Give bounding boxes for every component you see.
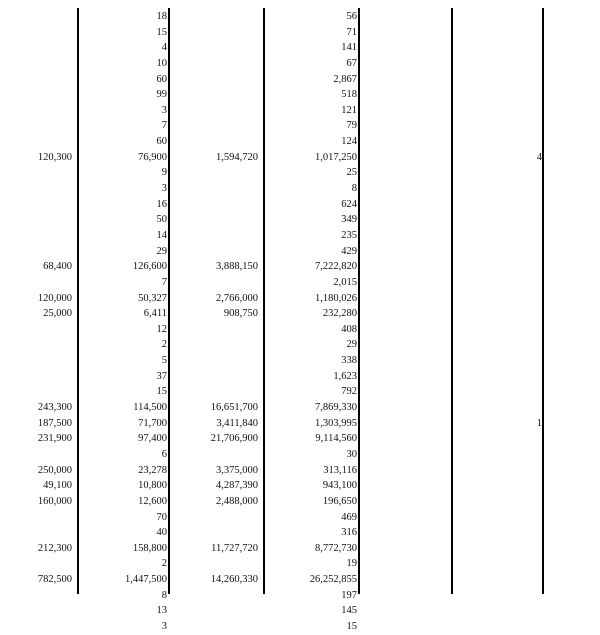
cell-col-4: 792: [341, 386, 357, 398]
cell-col-2: 9: [161, 167, 167, 179]
cell-col-2: 60: [156, 136, 167, 148]
table-row: [0, 244, 600, 260]
cell-col-4: 67: [346, 57, 357, 69]
cell-col-6: 1: [536, 417, 542, 429]
cell-col-2: 15: [156, 386, 167, 398]
cell-col-2: 3: [161, 183, 167, 195]
table-row: [0, 619, 600, 635]
cell-col-4: 124: [341, 136, 357, 148]
cell-col-4: 943,100: [322, 480, 357, 492]
table-row: [0, 541, 600, 557]
table-row: [0, 478, 600, 494]
cell-col-4: 518: [341, 89, 357, 101]
cell-col-4: 71: [346, 26, 357, 38]
cell-col-4: 1,623: [333, 370, 357, 382]
table-row: [0, 337, 600, 353]
cell-col-2: 7: [161, 276, 167, 288]
cell-col-2: 40: [156, 527, 167, 539]
cell-col-4: 349: [341, 214, 357, 226]
table-row: [0, 87, 600, 103]
cell-col-4: 2,867: [333, 73, 357, 85]
table-row: [0, 572, 600, 588]
cell-col-2: 13: [156, 605, 167, 617]
cell-col-1: 187,500: [37, 417, 72, 429]
cell-col-4: 197: [341, 589, 357, 601]
cell-col-4: 469: [341, 511, 357, 523]
table-row: [0, 72, 600, 88]
cell-col-2: 14: [156, 229, 167, 241]
cell-col-4: 15: [346, 620, 357, 632]
cell-col-4: 25: [346, 167, 357, 179]
cell-col-2: 5: [161, 355, 167, 367]
cell-col-4: 313,116: [323, 464, 357, 476]
cell-col-4: 1,017,250: [315, 151, 357, 163]
cell-col-3: 908,750: [223, 308, 258, 320]
cell-col-2: 126,600: [132, 261, 167, 273]
cell-col-1: 782,500: [37, 574, 72, 586]
table-row: [0, 181, 600, 197]
table-row: [0, 134, 600, 150]
cell-col-4: 338: [341, 355, 357, 367]
cell-col-1: 68,400: [43, 261, 72, 273]
table-row: [0, 291, 600, 307]
cell-col-4: 19: [346, 558, 357, 570]
table-row: [0, 56, 600, 72]
cell-col-2: 10: [156, 57, 167, 69]
cell-col-1: 243,300: [37, 402, 72, 414]
cell-col-4: 429: [341, 245, 357, 257]
cell-col-4: 79: [346, 120, 357, 132]
cell-col-2: 37: [156, 370, 167, 382]
table-row: [0, 322, 600, 338]
table-row: [0, 275, 600, 291]
cell-col-1: 25,000: [43, 308, 72, 320]
cell-col-2: 71,700: [138, 417, 167, 429]
table-row: [0, 25, 600, 41]
table-row: [0, 103, 600, 119]
table-row: [0, 150, 600, 166]
cell-col-2: 8: [161, 589, 167, 601]
cell-col-2: 76,900: [138, 151, 167, 163]
cell-col-2: 3: [161, 104, 167, 116]
cell-col-4: 29: [346, 339, 357, 351]
cell-col-2: 12: [156, 323, 167, 335]
table-row: [0, 525, 600, 541]
cell-col-2: 1,447,500: [125, 574, 167, 586]
cell-col-2: 3: [161, 620, 167, 632]
cell-col-3: 16,651,700: [210, 402, 258, 414]
cell-col-2: 29: [156, 245, 167, 257]
cell-col-2: 50: [156, 214, 167, 226]
cell-col-4: 235: [341, 229, 357, 241]
cell-col-2: 50,327: [138, 292, 167, 304]
cell-col-4: 2,015: [333, 276, 357, 288]
table-row: [0, 588, 600, 604]
cell-col-2: 97,400: [138, 433, 167, 445]
cell-col-4: 141: [341, 42, 357, 54]
cell-col-4: 408: [341, 323, 357, 335]
cell-col-2: 15: [156, 26, 167, 38]
cell-col-4: 7,222,820: [315, 261, 357, 273]
cell-col-4: 1,303,995: [315, 417, 357, 429]
cell-col-4: 196,650: [322, 495, 357, 507]
cell-col-2: 6: [161, 448, 167, 460]
cell-col-4: 1,180,026: [315, 292, 357, 304]
cell-col-6: 4: [536, 151, 542, 163]
cell-col-2: 18: [156, 11, 167, 22]
cell-col-1: 120,300: [37, 151, 72, 163]
cell-col-2: 2: [161, 558, 167, 570]
cell-col-4: 30: [346, 448, 357, 460]
cell-col-3: 4,287,390: [216, 480, 258, 492]
cell-col-3: 11,727,720: [211, 542, 258, 554]
table-row: [0, 212, 600, 228]
cell-col-4: 26,252,855: [309, 574, 357, 586]
cell-col-3: 2,766,000: [216, 292, 258, 304]
cell-col-1: 231,900: [37, 433, 72, 445]
table-row: [0, 165, 600, 181]
cell-col-2: 23,278: [138, 464, 167, 476]
cell-col-2: 16: [156, 198, 167, 210]
cell-col-4: 316: [341, 527, 357, 539]
cell-col-1: 160,000: [37, 495, 72, 507]
table-row: [0, 228, 600, 244]
cell-col-1: 49,100: [43, 480, 72, 492]
cell-col-4: 232,280: [322, 308, 357, 320]
table-row: [0, 384, 600, 400]
cell-col-4: 145: [341, 605, 357, 617]
cell-col-3: 3,411,840: [216, 417, 258, 429]
cell-col-4: 8,772,730: [315, 542, 357, 554]
cell-col-2: 12,600: [138, 495, 167, 507]
table-row: [0, 603, 600, 619]
table-row: [0, 447, 600, 463]
cell-col-3: 3,375,000: [216, 464, 258, 476]
cell-col-3: 14,260,330: [210, 574, 258, 586]
table-row: [0, 369, 600, 385]
table-body: [0, 9, 600, 635]
cell-col-4: 121: [341, 104, 357, 116]
table-row: [0, 306, 600, 322]
table-row: [0, 259, 600, 275]
cell-col-2: 60: [156, 73, 167, 85]
table-row: [0, 463, 600, 479]
table-row: [0, 556, 600, 572]
table-row: [0, 197, 600, 213]
table-row: [0, 40, 600, 56]
cell-col-2: 2: [161, 339, 167, 351]
cell-col-2: 114,500: [133, 402, 167, 414]
table-row: [0, 118, 600, 134]
table-row: [0, 431, 600, 447]
cell-col-2: 70: [156, 511, 167, 523]
table-row: [0, 510, 600, 526]
cell-col-3: 3,888,150: [216, 261, 258, 273]
cell-col-2: 10,800: [138, 480, 167, 492]
cell-col-1: 120,000: [37, 292, 72, 304]
cell-col-4: 9,114,560: [315, 433, 357, 445]
cell-col-2: 7: [161, 120, 167, 132]
cell-col-3: 2,488,000: [216, 495, 258, 507]
table-row: [0, 400, 600, 416]
cell-col-2: 158,800: [132, 542, 167, 554]
table-row: [0, 416, 600, 432]
cell-col-4: 7,869,330: [315, 402, 357, 414]
cell-col-4: 56: [346, 11, 357, 22]
cell-col-3: 1,594,720: [216, 151, 258, 163]
table-row: [0, 9, 600, 25]
cell-col-2: 4: [161, 42, 167, 54]
table-row: [0, 494, 600, 510]
table-row: [0, 353, 600, 369]
cell-col-2: 99: [156, 89, 167, 101]
cell-col-4: 8: [351, 183, 357, 195]
cell-col-1: 212,300: [37, 542, 72, 554]
cell-col-1: 250,000: [37, 464, 72, 476]
cell-col-3: 21,706,900: [210, 433, 258, 445]
cell-col-4: 624: [341, 198, 357, 210]
cell-col-2: 6,411: [143, 308, 167, 320]
